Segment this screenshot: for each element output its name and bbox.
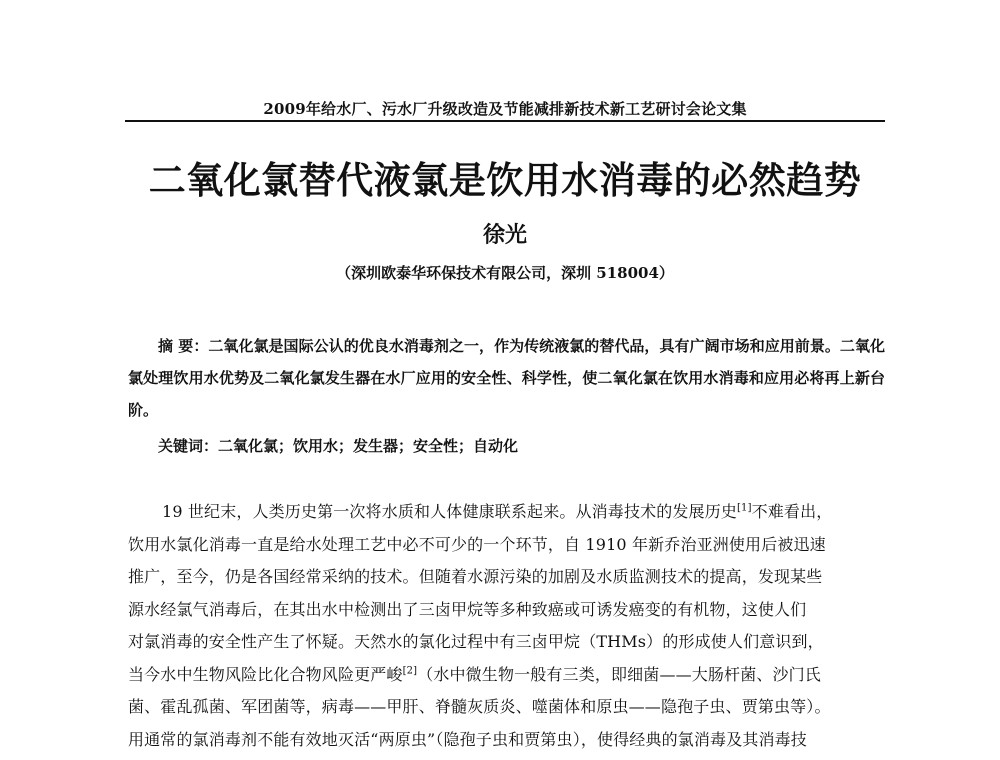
paper-title: 二氧化氯替代液氯是饮用水消毒的必然趋势 — [148, 159, 862, 202]
author-affiliation: （深圳欧泰华环保技术有限公司，深圳 518004） — [336, 264, 674, 282]
body-line: 用通常的氯消毒剂不能有效地灭活“两原虫”（隐孢子虫和贾第虫），使得经典的氯消毒及其消毒技 — [128, 729, 807, 749]
body-line — [128, 659, 885, 692]
abstract — [128, 330, 885, 426]
reference-marker[interactable]: [1] — [737, 502, 752, 514]
body-line-text: 不难看出， — [751, 502, 833, 521]
abstract-label: 摘 要： — [158, 337, 209, 355]
body-line-text: 当今水中生物风险比化合物风险更严峻 — [128, 664, 403, 684]
body-line: 对氯消毒的安全性产生了怀疑。天然水的氯化过程中有三卤甲烷（THMs）的形成使人们意识到， — [128, 632, 824, 651]
keywords-label: 关键词： — [158, 437, 219, 455]
header-rule — [125, 120, 885, 122]
body-line — [128, 496, 885, 529]
body-line-text: 19 世纪末，人类历史第一次将水质和人体健康联系起来。从消毒技术的发展历史 — [162, 502, 737, 521]
abstract-text: 二氧化氯是国际公认的优良水消毒剂之一，作为传统液氯的替代品，具有广阔市场和应用前景。二氧化氯处理饮用水优势及二氧化氯发生器在水厂应用的安全性、科学性，使二氧化氯在饮用水消毒和应用必将再上新台阶。 — [128, 337, 885, 419]
reference-marker[interactable]: [2] — [402, 665, 418, 677]
author-name: 徐光 — [482, 222, 527, 248]
body-line: 推广，至今，仍是各国经常采纳的技术。但随着水源污染的加剧及水质监测技术的提高，发现某些 — [128, 567, 823, 586]
keywords-text: 二氧化氯；饮用水；发生器；安全性；自动化 — [218, 437, 519, 455]
body-line-text: （水中微生物一般有三类，即细菌——大肠杆菌、沙门氏 — [417, 664, 821, 684]
body-line: 菌、霍乱孤菌、军团菌等，病毒——甲肝、脊髓灰质炎、噬菌体和原虫——隐孢子虫、贾第虫等）。 — [128, 697, 831, 716]
body-line: 源水经氯气消毒后，在其出水中检测出了三卤甲烷等多种致癌或可诱发癌变的有机物，这使人们 — [128, 599, 807, 619]
body-line: 饮用水氯化消毒一直是给水处理工艺中必不可少的一个环节，自 1910 年新乔治亚洲使用后被迅速 — [128, 534, 826, 554]
running-header: 2009年给水厂、污水厂升级改造及节能减排新技术新工艺研讨会论文集 — [263, 100, 747, 118]
body-text — [128, 496, 885, 756]
keywords — [128, 430, 885, 462]
